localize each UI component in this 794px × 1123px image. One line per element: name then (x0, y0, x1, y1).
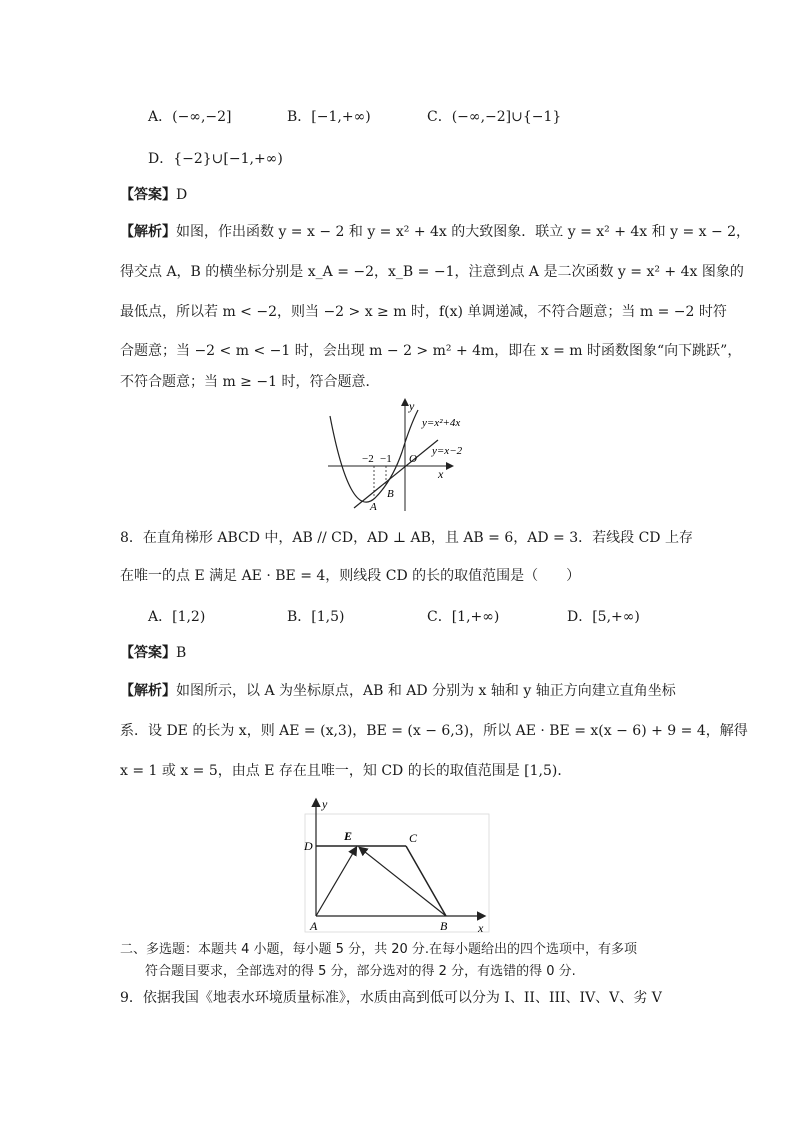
point-a-label: A (310, 919, 318, 933)
section-2-instructions-line-2: 符合题目要求，全部选对的得 5 分，部分选对的得 2 分，有选错的得 0 分. (145, 964, 576, 979)
point-e-label: E (344, 829, 353, 843)
q7-analysis-line-3: 最低点，所以若 m < −2，则当 −2 > x ≥ m 时，f(x) 单调递减，不符合题意；当 m = −2 时符 (120, 304, 727, 320)
q8-stem-line-2: 在唯一的点 E 满足 AE · BE = 4，则线段 CD 的长的取值范围是（ ） (120, 568, 581, 584)
q8-trapezoid-graph (300, 796, 490, 936)
q8-option-c: C．[1,+∞) (427, 609, 500, 625)
q8-stem-line-1: 8．在直角梯形 ABCD 中，AB // CD，AD ⊥ AB，且 AB = 6，AD = 3．若线段 CD 上存 (120, 530, 693, 546)
point-b-label: B (440, 919, 448, 933)
x-axis-label: x (438, 467, 444, 481)
q7-answer (120, 185, 187, 205)
q7-analysis-line-5: 不符合题意；当 m ≥ −1 时，符合题意． (120, 374, 380, 390)
side-cb (406, 846, 446, 916)
line-y-x-minus-2 (354, 440, 438, 508)
q7-option-c: C．(−∞,−2]∪{−1} (427, 109, 562, 125)
q8-answer (120, 643, 186, 663)
q7-analysis-line-2: 得交点 A，B 的横坐标分别是 x_A = −2，x_B = −1，注意到点 A 是二次函数 y = x² + 4x 图象的 (120, 264, 744, 280)
analysis-label: 【解析】 (120, 683, 176, 699)
y-axis-label: y (322, 797, 328, 811)
q8-analysis-line-3: x = 1 或 x = 5，由点 E 存在且唯一，知 CD 的长的取值范围是 [1,5)． (120, 763, 572, 779)
answer-value: D (176, 187, 188, 203)
section-2-instructions-line-1: 二、多选题：本题共 4 小题，每小题 5 分，共 20 分.在每小题给出的四个选项中，有多项 (120, 942, 638, 957)
answer-label: 【答案】 (120, 187, 176, 203)
point-a-label: A (370, 501, 377, 513)
q8-analysis-line-1 (120, 681, 676, 701)
y-axis-label: y (409, 399, 415, 413)
q7-analysis-line-1 (120, 222, 750, 242)
line-label: y=x−2 (432, 445, 463, 457)
q7-function-graph (320, 396, 480, 514)
vector-be (360, 848, 446, 916)
point-d-label: D (304, 839, 313, 853)
q7-analysis-line-4: 合题意；当 −2 < m < −1 时，会出现 m − 2 > m² + 4m，即在 x = m 时函数图象“向下跳跃”， (120, 343, 742, 359)
tick-neg1: −1 (380, 453, 392, 465)
q7-option-a: A．(−∞,−2] (148, 109, 232, 125)
point-c-label: C (409, 831, 418, 845)
q8-analysis-line-2: 系．设 DE 的长为 x，则 AE = (x,3)，BE = (x − 6,3)，所以 AE · BE = x(x − 6) + 9 = 4，解得 (120, 723, 748, 739)
q8-option-d: D．[5,+∞) (567, 609, 640, 625)
q8-option-a: A．[1,2) (148, 609, 206, 625)
x-axis-label: x (478, 921, 484, 935)
q7-option-b: B．[−1,+∞) (287, 109, 371, 125)
vector-ae (316, 848, 356, 916)
analysis-label: 【解析】 (120, 224, 176, 240)
tick-neg2: −2 (362, 453, 374, 465)
q8-option-b: B．[1,5) (287, 609, 345, 625)
point-b-label: B (387, 488, 394, 500)
answer-label: 【答案】 (120, 645, 176, 661)
analysis-text: 如图，作出函数 y = x − 2 和 y = x² + 4x 的大致图象．联立 y = x² + 4x 和 y = x − 2， (176, 224, 751, 240)
q7-option-d: D．{−2}∪[−1,+∞) (148, 151, 283, 167)
answer-value: B (176, 645, 187, 661)
origin-label: O (409, 453, 417, 465)
q9-stem: 9．依据我国《地表水环境质量标准》，水质由高到低可以分为 I、II、III、IV、V、劣 V (120, 990, 662, 1006)
parabola-label: y=x²+4x (422, 417, 461, 429)
analysis-text: 如图所示，以 A 为坐标原点，AB 和 AD 分别为 x 轴和 y 轴正方向建立直角坐标 (176, 683, 676, 699)
